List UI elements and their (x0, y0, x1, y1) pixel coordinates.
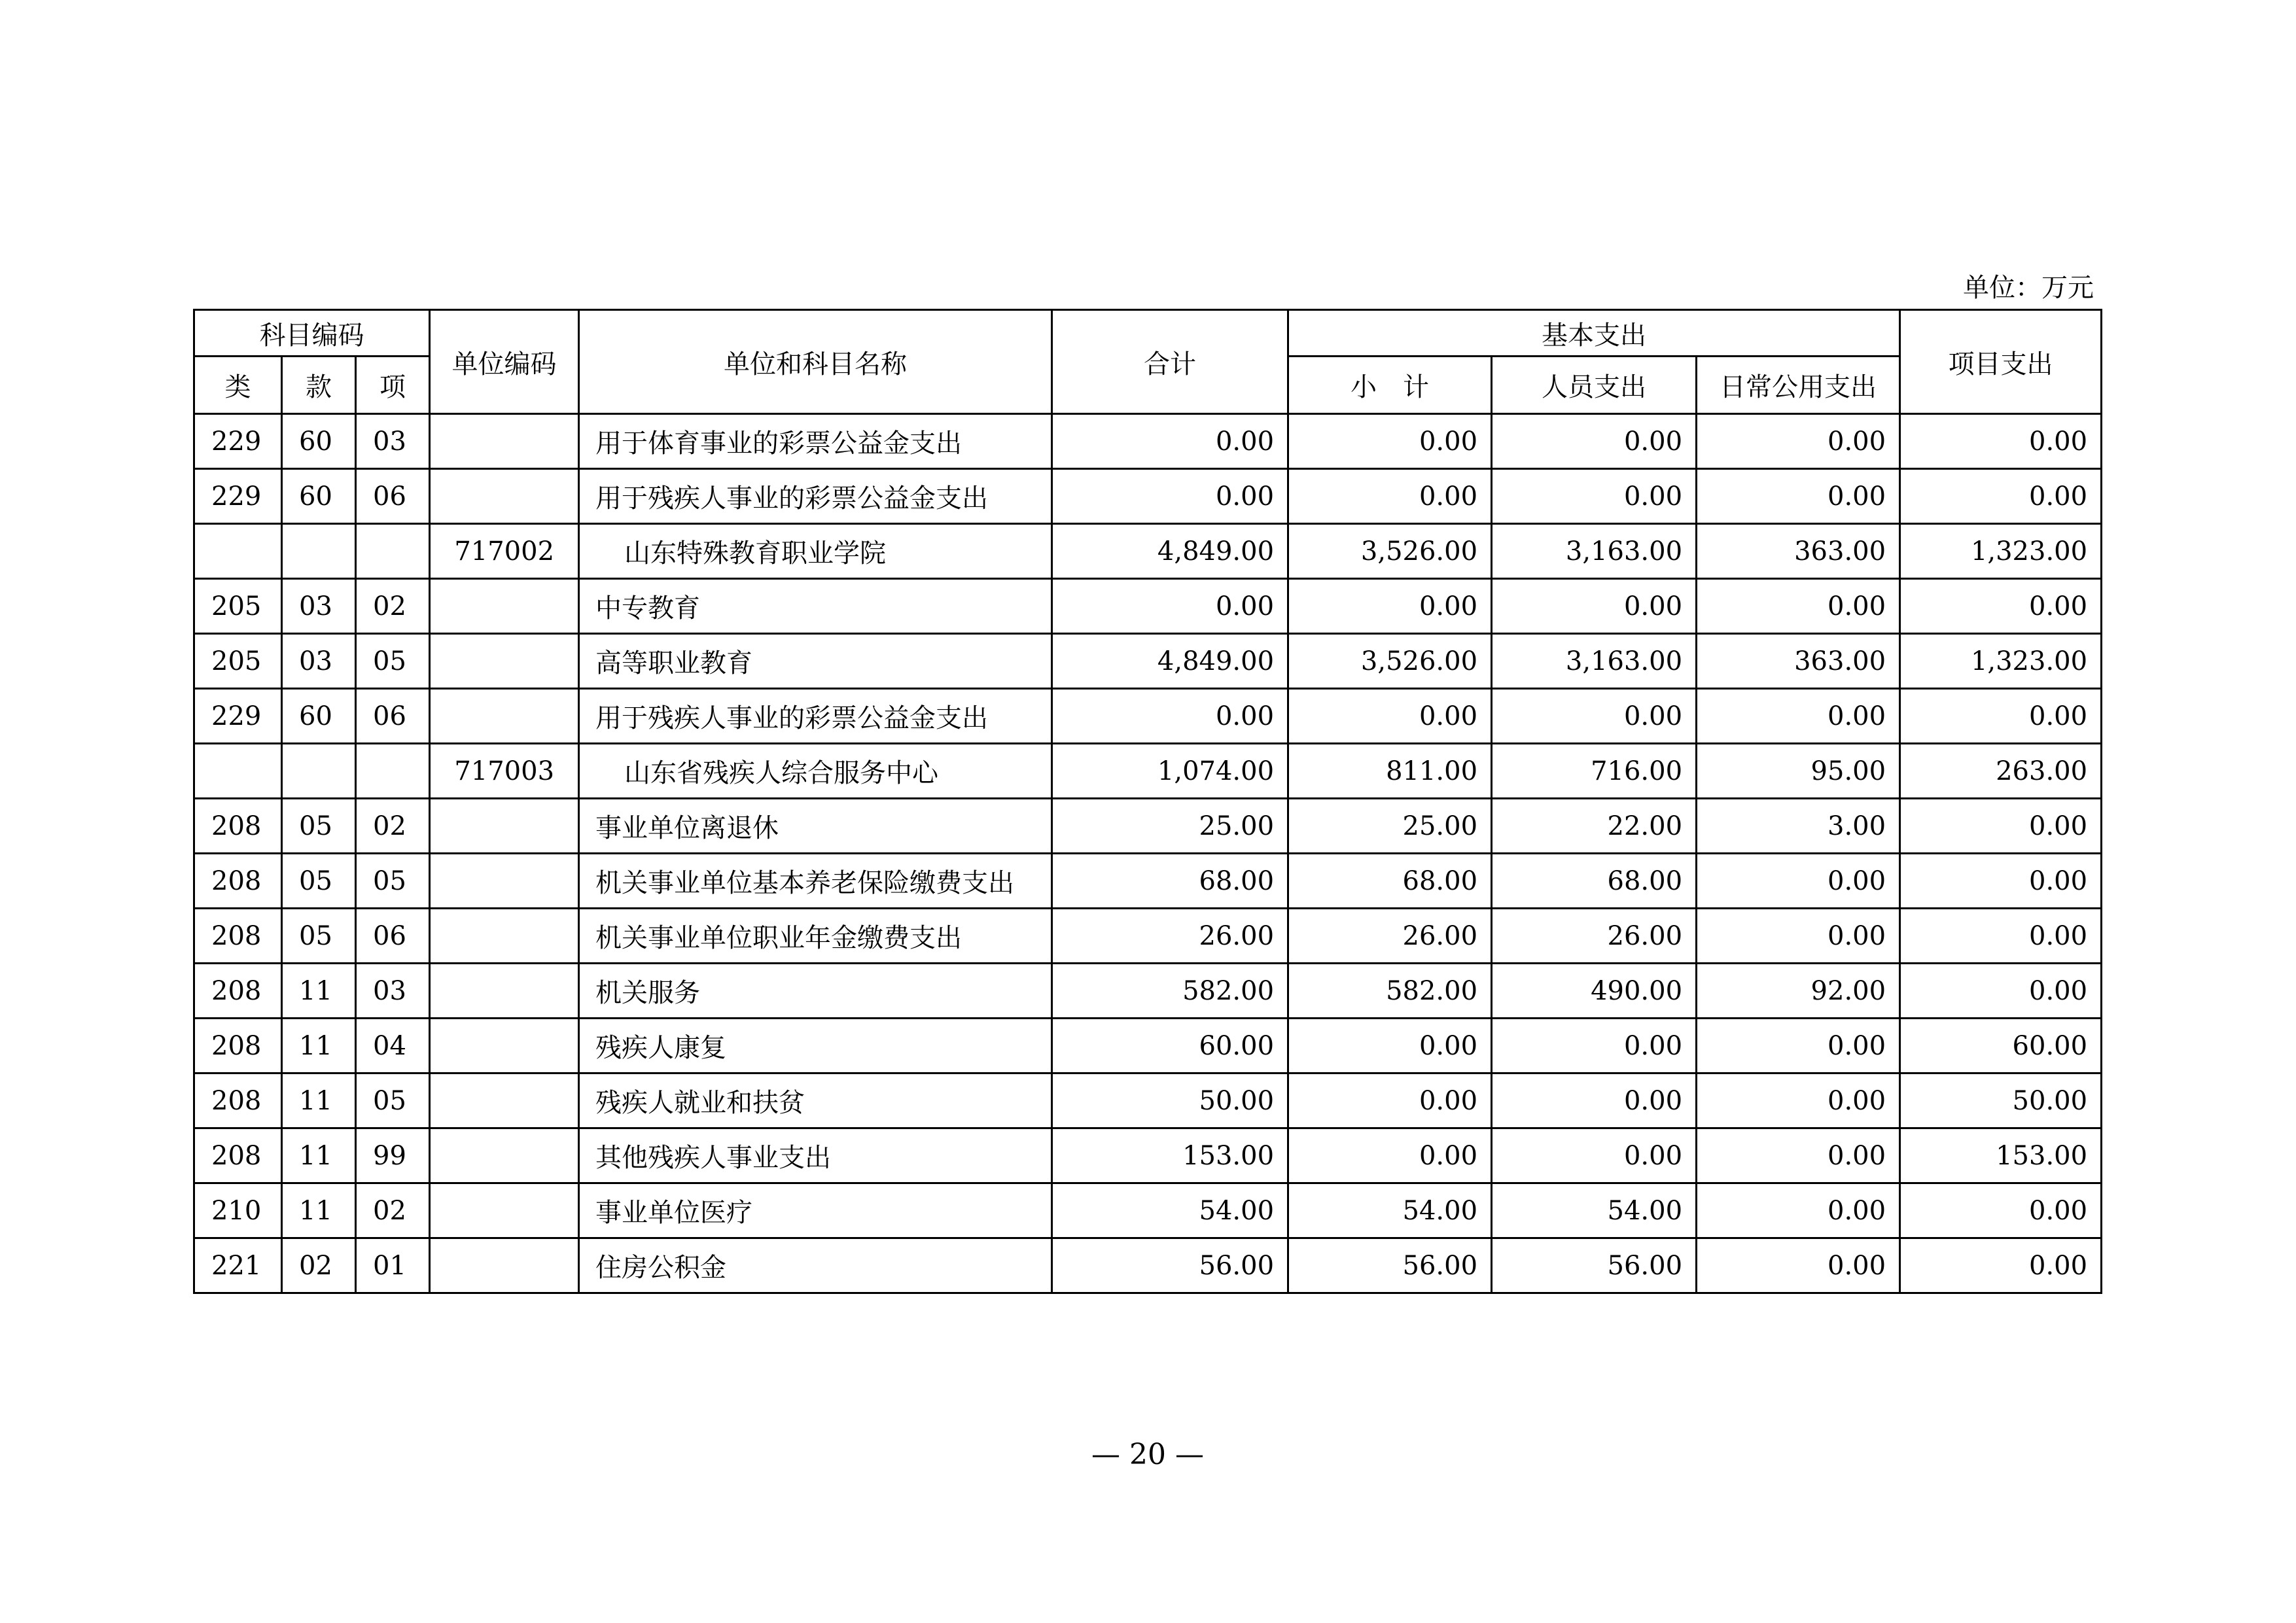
cell-subtotal: 0.00 (1288, 689, 1492, 744)
header-public: 日常公用支出 (1697, 357, 1900, 414)
header-total: 合计 (1052, 310, 1288, 414)
cell-kuan: 05 (282, 854, 356, 909)
cell-subtotal: 0.00 (1288, 1019, 1492, 1073)
cell-lei: 208 (194, 854, 282, 909)
cell-name: 其他残疾人事业支出 (579, 1128, 1052, 1183)
cell-kuan (282, 744, 356, 799)
cell-unit-code: 717002 (430, 524, 579, 579)
cell-unit-code: 717003 (430, 744, 579, 799)
cell-name: 事业单位离退休 (579, 799, 1052, 854)
table-row (194, 1238, 2102, 1293)
cell-kuan: 11 (282, 1183, 356, 1238)
cell-subtotal: 54.00 (1288, 1183, 1492, 1238)
cell-public: 363.00 (1697, 524, 1900, 579)
table-row (194, 854, 2102, 909)
cell-personnel: 490.00 (1492, 964, 1697, 1019)
cell-public: 0.00 (1697, 854, 1900, 909)
cell-total: 582.00 (1052, 964, 1288, 1019)
cell-total: 56.00 (1052, 1238, 1288, 1293)
cell-unit-code (430, 1019, 579, 1073)
cell-subtotal: 56.00 (1288, 1238, 1492, 1293)
cell-personnel: 716.00 (1492, 744, 1697, 799)
cell-personnel: 0.00 (1492, 1128, 1697, 1183)
cell-lei: 221 (194, 1238, 282, 1293)
cell-project: 0.00 (1900, 469, 2102, 524)
cell-kuan: 05 (282, 799, 356, 854)
table-row (194, 1019, 2102, 1073)
cell-lei: 208 (194, 1073, 282, 1128)
cell-project: 0.00 (1900, 689, 2102, 744)
table-row (194, 414, 2102, 469)
cell-public: 0.00 (1697, 579, 1900, 634)
cell-unit-code (430, 689, 579, 744)
cell-xiang: 04 (356, 1019, 430, 1073)
cell-lei: 229 (194, 689, 282, 744)
unit-label: 单位：万元 (1963, 273, 2094, 303)
cell-subtotal: 0.00 (1288, 579, 1492, 634)
cell-xiang: 06 (356, 689, 430, 744)
cell-unit-code (430, 579, 579, 634)
cell-xiang: 02 (356, 1183, 430, 1238)
cell-project: 0.00 (1900, 964, 2102, 1019)
table-body (194, 414, 2102, 1293)
cell-subtotal: 3,526.00 (1288, 634, 1492, 689)
cell-total: 25.00 (1052, 799, 1288, 854)
cell-name: 机关服务 (579, 964, 1052, 1019)
cell-kuan: 60 (282, 689, 356, 744)
cell-project: 0.00 (1900, 1183, 2102, 1238)
cell-total: 0.00 (1052, 579, 1288, 634)
cell-subtotal: 811.00 (1288, 744, 1492, 799)
cell-name: 残疾人就业和扶贫 (579, 1073, 1052, 1128)
cell-public: 95.00 (1697, 744, 1900, 799)
cell-public: 92.00 (1697, 964, 1900, 1019)
cell-xiang: 05 (356, 1073, 430, 1128)
cell-xiang: 03 (356, 964, 430, 1019)
cell-lei: 208 (194, 1128, 282, 1183)
cell-public: 0.00 (1697, 1238, 1900, 1293)
cell-subtotal: 0.00 (1288, 1073, 1492, 1128)
cell-personnel: 0.00 (1492, 414, 1697, 469)
cell-lei: 229 (194, 414, 282, 469)
table-row (194, 579, 2102, 634)
cell-personnel: 0.00 (1492, 579, 1697, 634)
cell-name: 用于残疾人事业的彩票公益金支出 (579, 689, 1052, 744)
cell-kuan (282, 524, 356, 579)
cell-total: 0.00 (1052, 689, 1288, 744)
cell-name: 山东省残疾人综合服务中心 (579, 744, 1052, 799)
cell-kuan: 60 (282, 469, 356, 524)
cell-name: 中专教育 (579, 579, 1052, 634)
cell-total: 26.00 (1052, 909, 1288, 964)
cell-project: 0.00 (1900, 414, 2102, 469)
cell-total: 4,849.00 (1052, 524, 1288, 579)
cell-lei: 208 (194, 1019, 282, 1073)
cell-unit-code (430, 414, 579, 469)
cell-total: 4,849.00 (1052, 634, 1288, 689)
cell-kuan: 03 (282, 634, 356, 689)
cell-lei: 208 (194, 964, 282, 1019)
cell-xiang: 99 (356, 1128, 430, 1183)
cell-project: 60.00 (1900, 1019, 2102, 1073)
cell-kuan: 60 (282, 414, 356, 469)
cell-subtotal: 3,526.00 (1288, 524, 1492, 579)
cell-kuan: 03 (282, 579, 356, 634)
cell-kuan: 11 (282, 1073, 356, 1128)
cell-public: 3.00 (1697, 799, 1900, 854)
cell-project: 0.00 (1900, 1238, 2102, 1293)
cell-personnel: 0.00 (1492, 469, 1697, 524)
table-row (194, 964, 2102, 1019)
cell-unit-code (430, 469, 579, 524)
cell-unit-code (430, 799, 579, 854)
cell-xiang: 03 (356, 414, 430, 469)
cell-lei (194, 744, 282, 799)
cell-total: 1,074.00 (1052, 744, 1288, 799)
header-basic: 基本支出 (1288, 310, 1900, 357)
cell-lei: 205 (194, 579, 282, 634)
cell-lei: 229 (194, 469, 282, 524)
header-unit-code: 单位编码 (430, 310, 579, 414)
header-xiang: 项 (356, 357, 430, 414)
cell-personnel: 54.00 (1492, 1183, 1697, 1238)
cell-public: 363.00 (1697, 634, 1900, 689)
cell-unit-code (430, 634, 579, 689)
cell-personnel: 26.00 (1492, 909, 1697, 964)
cell-lei: 208 (194, 909, 282, 964)
header-subtotal: 小 计 (1288, 357, 1492, 414)
cell-total: 50.00 (1052, 1073, 1288, 1128)
cell-public: 0.00 (1697, 1019, 1900, 1073)
cell-name: 残疾人康复 (579, 1019, 1052, 1073)
cell-name: 机关事业单位基本养老保险缴费支出 (579, 854, 1052, 909)
header-kuan: 款 (282, 357, 356, 414)
cell-xiang: 06 (356, 909, 430, 964)
cell-name: 机关事业单位职业年金缴费支出 (579, 909, 1052, 964)
table-row (194, 744, 2102, 799)
cell-xiang: 06 (356, 469, 430, 524)
table-row (194, 909, 2102, 964)
cell-subtotal: 582.00 (1288, 964, 1492, 1019)
cell-project: 0.00 (1900, 909, 2102, 964)
cell-project: 0.00 (1900, 799, 2102, 854)
cell-xiang: 02 (356, 579, 430, 634)
cell-unit-code (430, 1238, 579, 1293)
cell-total: 60.00 (1052, 1019, 1288, 1073)
header-subject-code: 科目编码 (194, 310, 430, 357)
cell-unit-code (430, 964, 579, 1019)
cell-unit-code (430, 1128, 579, 1183)
cell-kuan: 05 (282, 909, 356, 964)
cell-public: 0.00 (1697, 689, 1900, 744)
cell-unit-code (430, 854, 579, 909)
cell-project: 1,323.00 (1900, 634, 2102, 689)
cell-name: 用于体育事业的彩票公益金支出 (579, 414, 1052, 469)
cell-personnel: 3,163.00 (1492, 634, 1697, 689)
cell-unit-code (430, 909, 579, 964)
cell-public: 0.00 (1697, 1128, 1900, 1183)
budget-table (193, 309, 2102, 1294)
cell-project: 153.00 (1900, 1128, 2102, 1183)
cell-xiang: 02 (356, 799, 430, 854)
cell-lei: 208 (194, 799, 282, 854)
cell-personnel: 56.00 (1492, 1238, 1697, 1293)
cell-name: 用于残疾人事业的彩票公益金支出 (579, 469, 1052, 524)
table-row (194, 1073, 2102, 1128)
cell-unit-code (430, 1183, 579, 1238)
cell-personnel: 0.00 (1492, 689, 1697, 744)
cell-xiang: 05 (356, 854, 430, 909)
cell-public: 0.00 (1697, 1183, 1900, 1238)
table-row (194, 469, 2102, 524)
cell-project: 263.00 (1900, 744, 2102, 799)
table-row (194, 799, 2102, 854)
table-row (194, 524, 2102, 579)
cell-total: 0.00 (1052, 469, 1288, 524)
header-lei: 类 (194, 357, 282, 414)
cell-kuan: 11 (282, 964, 356, 1019)
cell-project: 1,323.00 (1900, 524, 2102, 579)
cell-kuan: 11 (282, 1128, 356, 1183)
cell-public: 0.00 (1697, 1073, 1900, 1128)
cell-subtotal: 0.00 (1288, 414, 1492, 469)
cell-total: 68.00 (1052, 854, 1288, 909)
cell-public: 0.00 (1697, 414, 1900, 469)
cell-personnel: 0.00 (1492, 1019, 1697, 1073)
cell-subtotal: 26.00 (1288, 909, 1492, 964)
cell-lei: 205 (194, 634, 282, 689)
cell-xiang: 01 (356, 1238, 430, 1293)
cell-project: 50.00 (1900, 1073, 2102, 1128)
cell-public: 0.00 (1697, 909, 1900, 964)
table-row (194, 1183, 2102, 1238)
cell-xiang (356, 524, 430, 579)
header-name: 单位和科目名称 (579, 310, 1052, 414)
cell-unit-code (430, 1073, 579, 1128)
cell-personnel: 68.00 (1492, 854, 1697, 909)
cell-lei: 210 (194, 1183, 282, 1238)
cell-subtotal: 25.00 (1288, 799, 1492, 854)
table-row (194, 634, 2102, 689)
cell-xiang: 05 (356, 634, 430, 689)
cell-name: 事业单位医疗 (579, 1183, 1052, 1238)
cell-subtotal: 0.00 (1288, 1128, 1492, 1183)
cell-name: 高等职业教育 (579, 634, 1052, 689)
cell-xiang (356, 744, 430, 799)
cell-total: 0.00 (1052, 414, 1288, 469)
cell-subtotal: 68.00 (1288, 854, 1492, 909)
cell-project: 0.00 (1900, 579, 2102, 634)
header-project: 项目支出 (1900, 310, 2102, 414)
cell-personnel: 22.00 (1492, 799, 1697, 854)
cell-public: 0.00 (1697, 469, 1900, 524)
cell-personnel: 3,163.00 (1492, 524, 1697, 579)
cell-total: 54.00 (1052, 1183, 1288, 1238)
cell-lei (194, 524, 282, 579)
table-row (194, 1128, 2102, 1183)
page-number: — 20 — (1091, 1438, 1204, 1471)
cell-project: 0.00 (1900, 854, 2102, 909)
cell-kuan: 02 (282, 1238, 356, 1293)
cell-personnel: 0.00 (1492, 1073, 1697, 1128)
cell-name: 住房公积金 (579, 1238, 1052, 1293)
table-row (194, 689, 2102, 744)
cell-name: 山东特殊教育职业学院 (579, 524, 1052, 579)
cell-total: 153.00 (1052, 1128, 1288, 1183)
cell-subtotal: 0.00 (1288, 469, 1492, 524)
header-personnel: 人员支出 (1492, 357, 1697, 414)
cell-kuan: 11 (282, 1019, 356, 1073)
